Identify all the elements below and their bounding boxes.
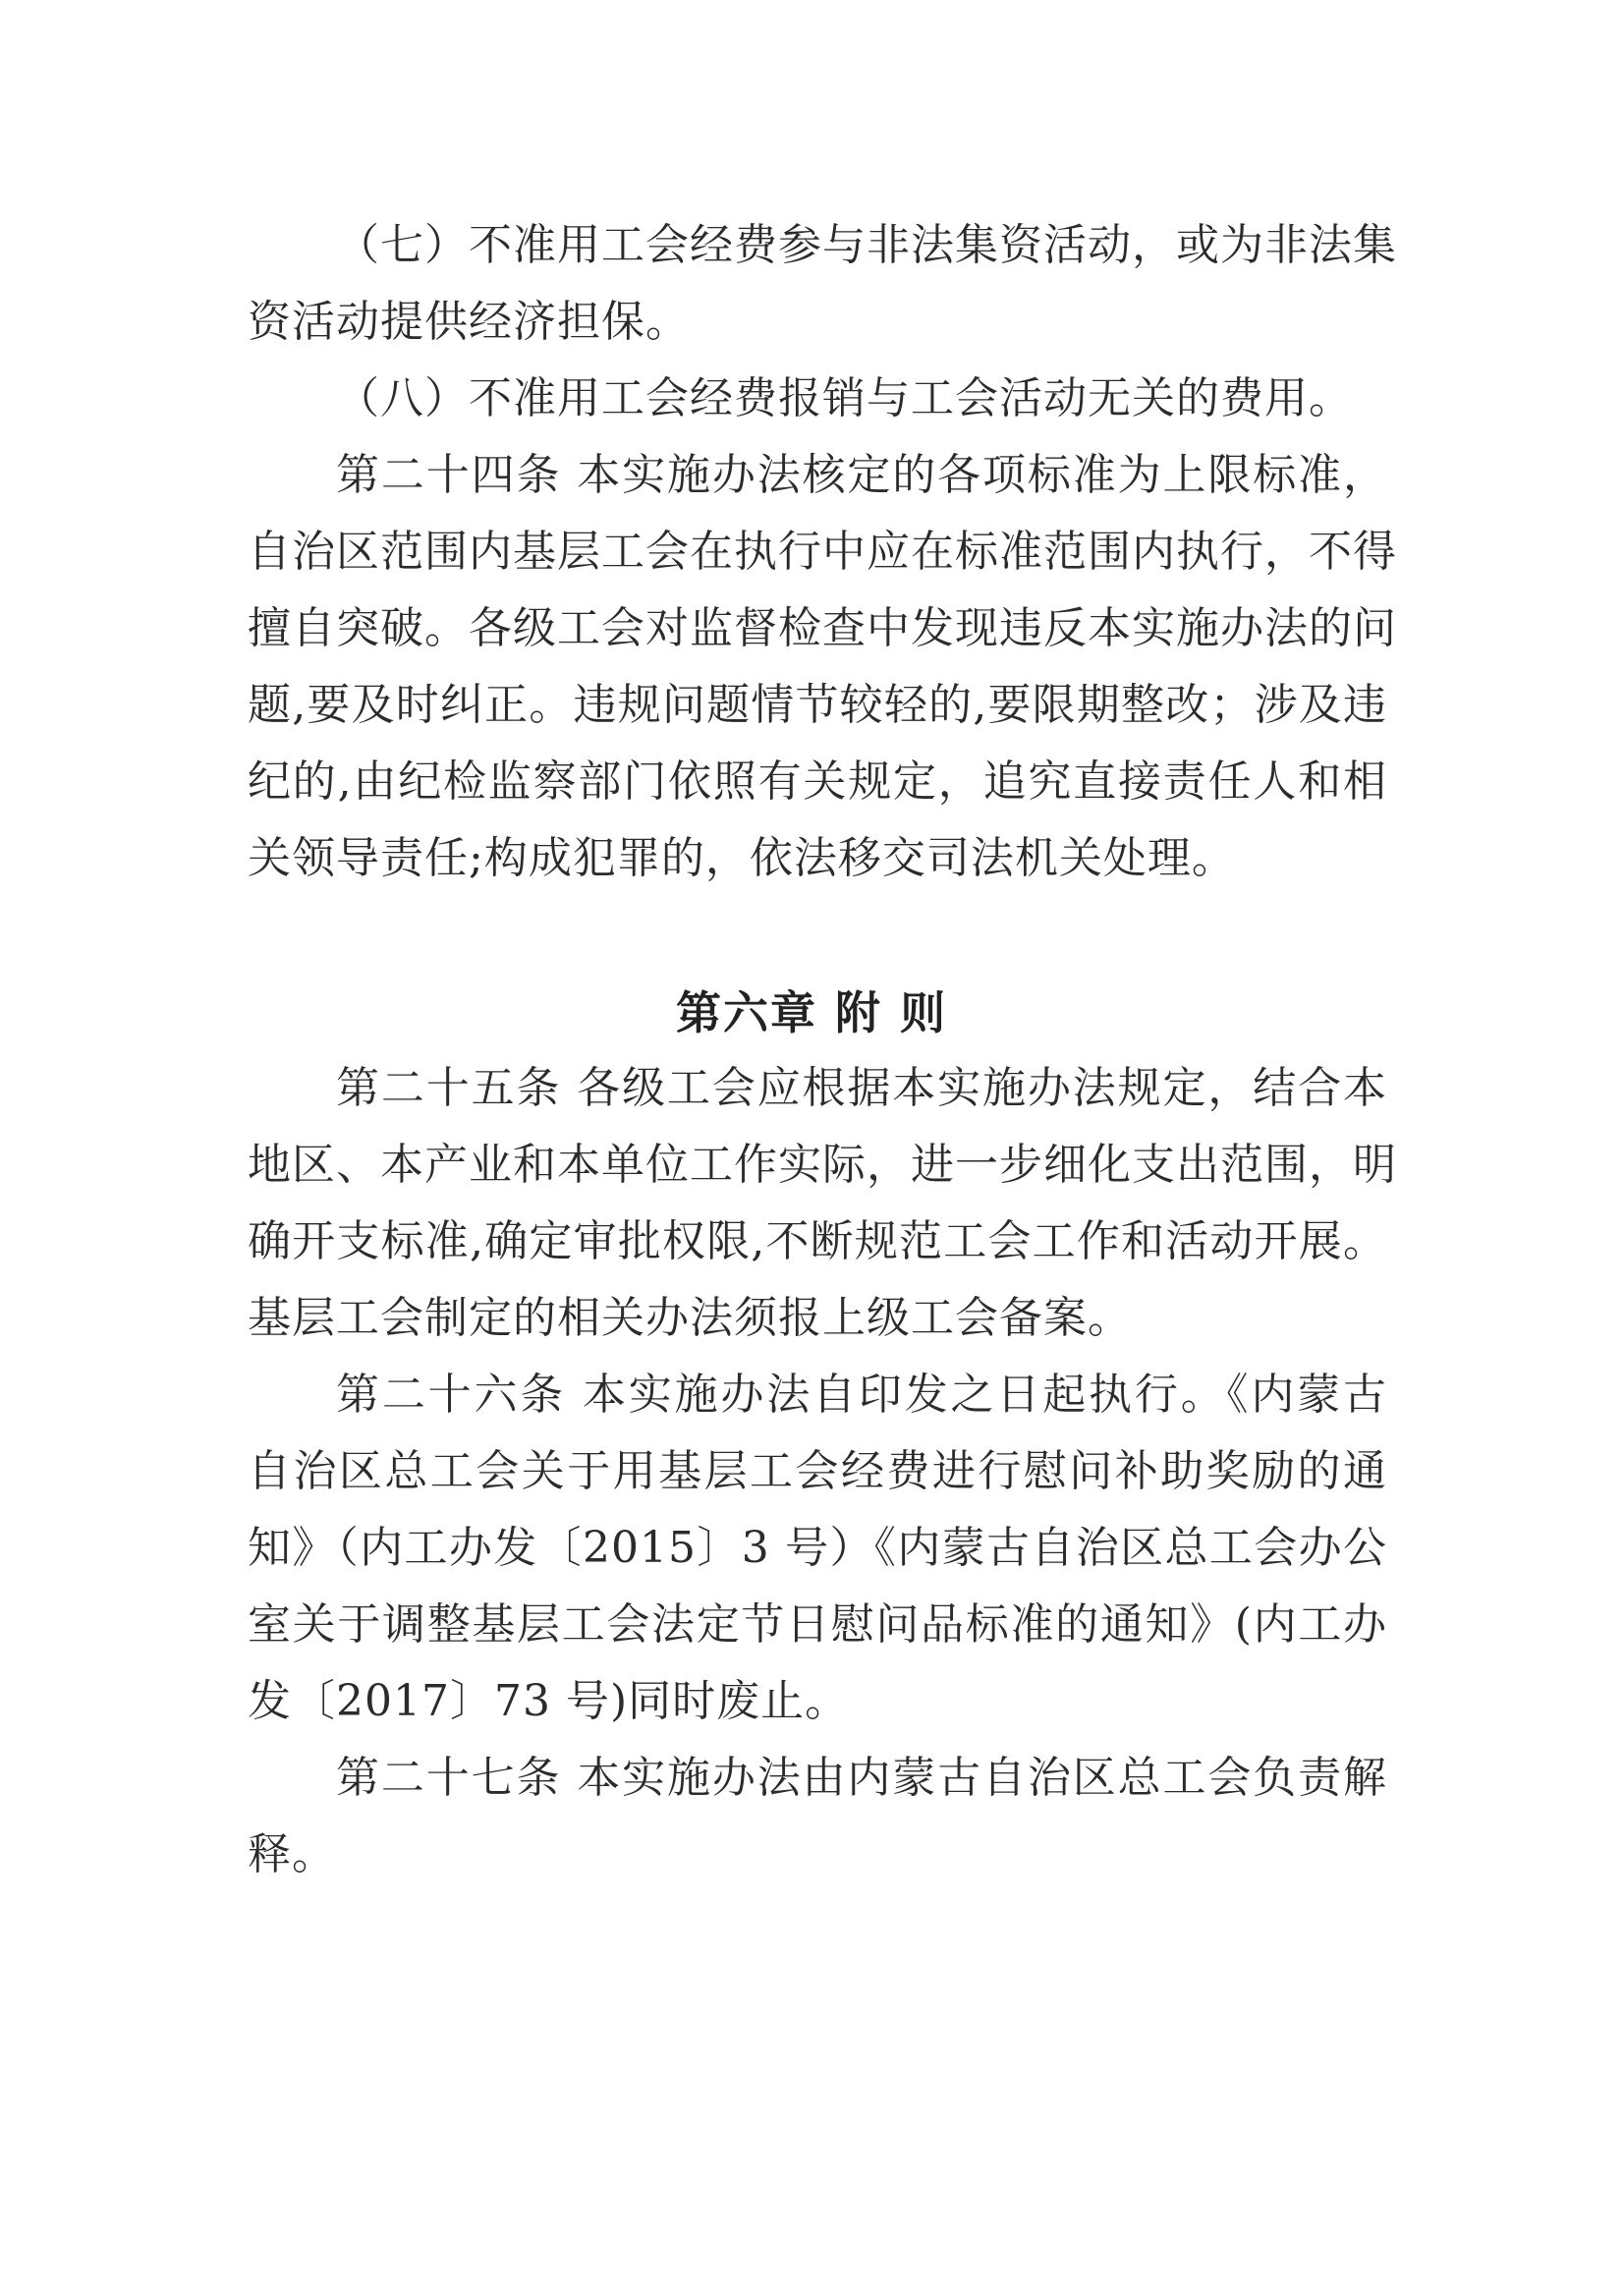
article-24-line-2: 自治区范围内基层工会在执行中应在标准范围内执行，不得: [248, 527, 1397, 577]
article-26-line-2: 自治区总工会关于用基层工会经费进行慰问补助奖励的通: [248, 1446, 1387, 1496]
paragraph-8-line-1: （八）不准用工会经费报销与工会活动无关的费用。: [336, 373, 1353, 423]
article-25-line-3: 确开支标准,确定审批权限,不断规范工会工作和活动开展。: [248, 1216, 1387, 1266]
article-26-line-1: 第二十六条 本实施办法自印发之日起执行。《内蒙古: [336, 1370, 1387, 1420]
article-26-line-4: 室关于调整基层工会法定节日慰问品标准的通知》(内工办: [248, 1599, 1387, 1650]
article-25-line-4: 基层工会制定的相关办法须报上级工会备案。: [248, 1293, 1132, 1343]
article-24-line-5: 纪的,由纪检监察部门依照有关规定，追究直接责任人和相: [248, 756, 1387, 807]
article-24-line-6: 关领导责任;构成犯罪的，依法移交司法机关处理。: [248, 833, 1236, 883]
paragraph-7-line-2: 资活动提供经济担保。: [248, 297, 690, 347]
article-25-line-1: 第二十五条 各级工会应根据本实施办法规定，结合本: [336, 1063, 1387, 1113]
article-26-line-5: 发〔2017〕73 号)同时废止。: [248, 1676, 850, 1726]
article-24-line-1: 第二十四条 本实施办法核定的各项标准为上限标准，: [336, 450, 1387, 500]
article-27-line-1: 第二十七条 本实施办法由内蒙古自治区总工会负责解: [336, 1753, 1387, 1803]
paragraph-7-line-1: （七）不准用工会经费参与非法集资活动，或为非法集: [336, 220, 1397, 270]
chapter-heading: 第六章 附 则: [675, 986, 948, 1039]
article-25-line-2: 地区、本产业和本单位工作实际，进一步细化支出范围，明: [248, 1140, 1397, 1190]
article-27-line-2: 释。: [248, 1829, 336, 1879]
article-26-line-3: 知》（内工办发〔2015〕3 号）《内蒙古自治区总工会办公: [248, 1523, 1387, 1573]
article-24-line-3: 擅自突破。各级工会对监督检查中发现违反本实施办法的问: [248, 603, 1397, 653]
article-24-line-4: 题,要及时纠正。违规问题情节较轻的,要限期整改；涉及违: [248, 680, 1387, 730]
